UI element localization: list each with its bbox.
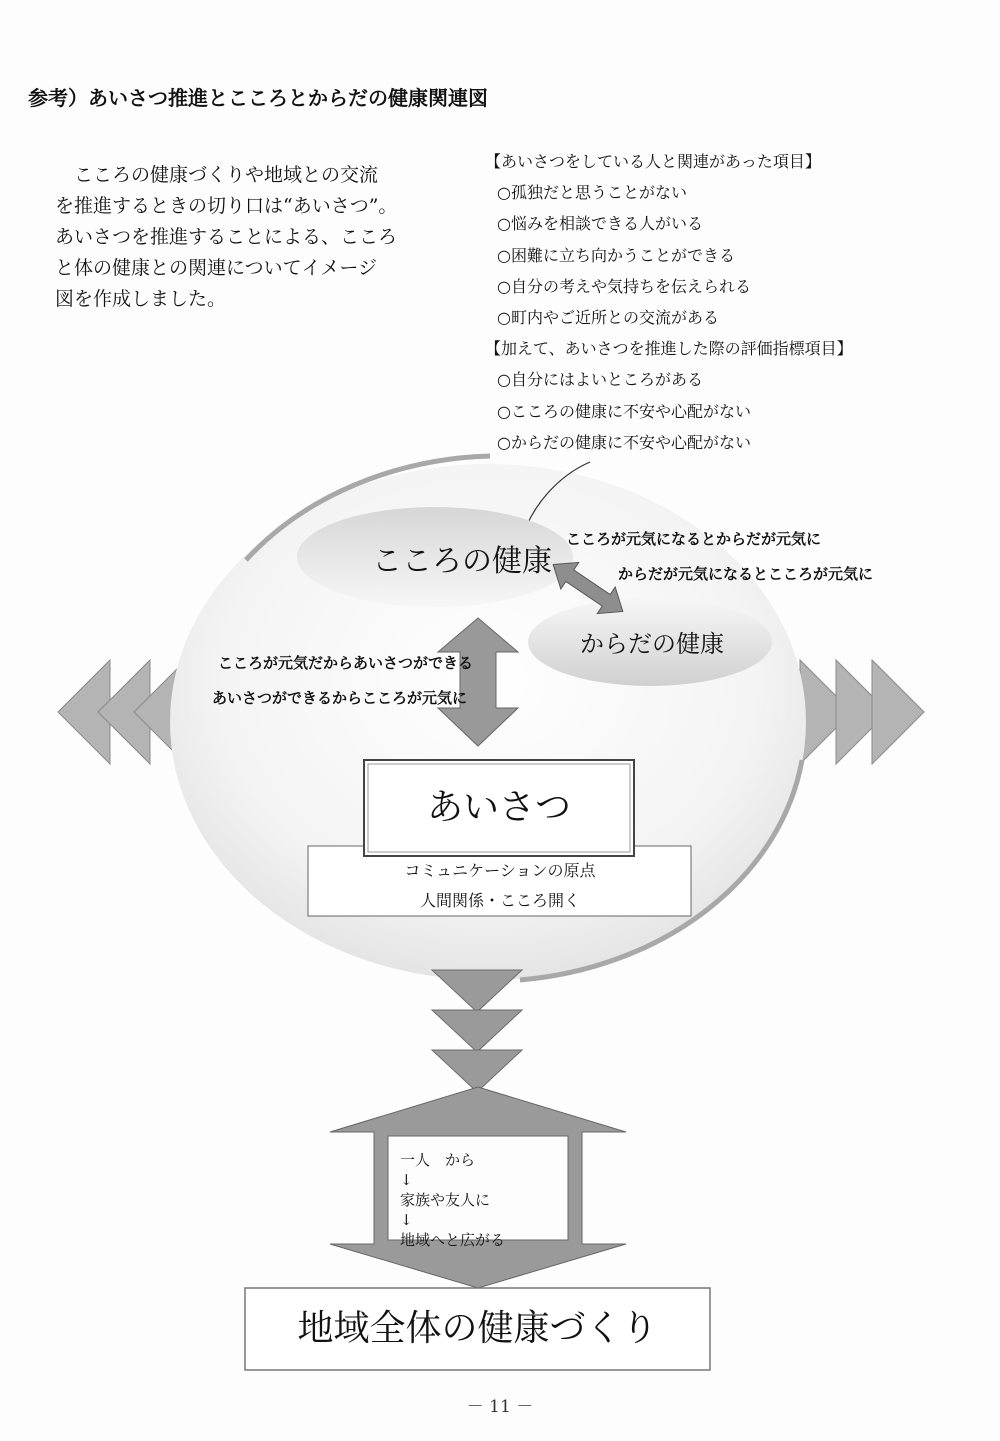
indicator-items-heading: 【加えて、あいさつを推進した際の評価指標項目】	[485, 339, 853, 359]
related-items-heading: 【あいさつをしている人と関連があった項目】	[485, 152, 821, 171]
related-item: ○孤独だと思うことがない	[497, 183, 687, 203]
indicator-item: ○からだの健康に不安や心配がない	[497, 432, 751, 452]
spread-step: 一人 から	[400, 1151, 476, 1169]
greet-mind-text-2: あいさつができるからこころが元気に	[212, 689, 468, 707]
page-number: － 11 －	[466, 1397, 534, 1417]
spread-step: 地域へと広がる	[400, 1231, 506, 1249]
related-item: ○自分の考えや気持ちを伝えられる	[497, 276, 751, 296]
spread-steps	[400, 1150, 505, 1250]
spread-arrow: ↓	[400, 1171, 413, 1189]
right-triangles	[800, 660, 924, 764]
related-item: ○町内やご近所との交流がある	[497, 308, 719, 328]
indicator-item: ○自分にはよいところがある	[497, 370, 703, 390]
karada-label: からだの健康	[580, 630, 724, 658]
down-arrow-icon	[432, 1010, 522, 1052]
base-text-2: 人間関係・こころ開く	[419, 891, 580, 910]
down-arrow-icon	[432, 1050, 522, 1092]
left-triangles	[58, 660, 186, 764]
greet-mind-text-1: こころが元気だからあいさつができる	[218, 654, 474, 672]
right-arrow-icon	[872, 660, 924, 764]
intro-line: と体の健康との関連についてイメージ	[55, 257, 378, 279]
related-item: ○困難に立ち向かうことができる	[497, 245, 735, 265]
kokoro-label: こころの健康	[372, 544, 552, 579]
base-text-1: コミュニケーションの原点	[404, 861, 596, 880]
intro-line: あいさつを推進することによる、こころ	[55, 226, 398, 248]
final-label: 地域全体の健康づくり	[297, 1308, 658, 1349]
mind-body-text-1: こころが元気になるとからだが元気に	[566, 530, 822, 548]
down-arrows	[432, 970, 522, 1092]
spread-arrow: ↓	[400, 1211, 413, 1229]
aisatsu-label: あいさつ	[426, 787, 571, 828]
page-title: 参考）あいさつ推進とこころとからだの健康関連図	[28, 86, 488, 110]
down-arrow-icon	[432, 970, 522, 1012]
related-item: ○悩みを相談できる人がいる	[497, 214, 703, 234]
intro-line: こころの健康づくりや地域との交流	[74, 164, 379, 186]
spread-step: 家族や友人に	[400, 1191, 491, 1209]
intro-line: 図を作成しました。	[55, 288, 227, 310]
mind-body-text-2: からだが元気になるとこころが元気に	[618, 565, 874, 583]
intro-line: を推進するときの切り口は“あいさつ”。	[55, 195, 398, 217]
indicator-item: ○こころの健康に不安や心配がない	[497, 401, 751, 421]
